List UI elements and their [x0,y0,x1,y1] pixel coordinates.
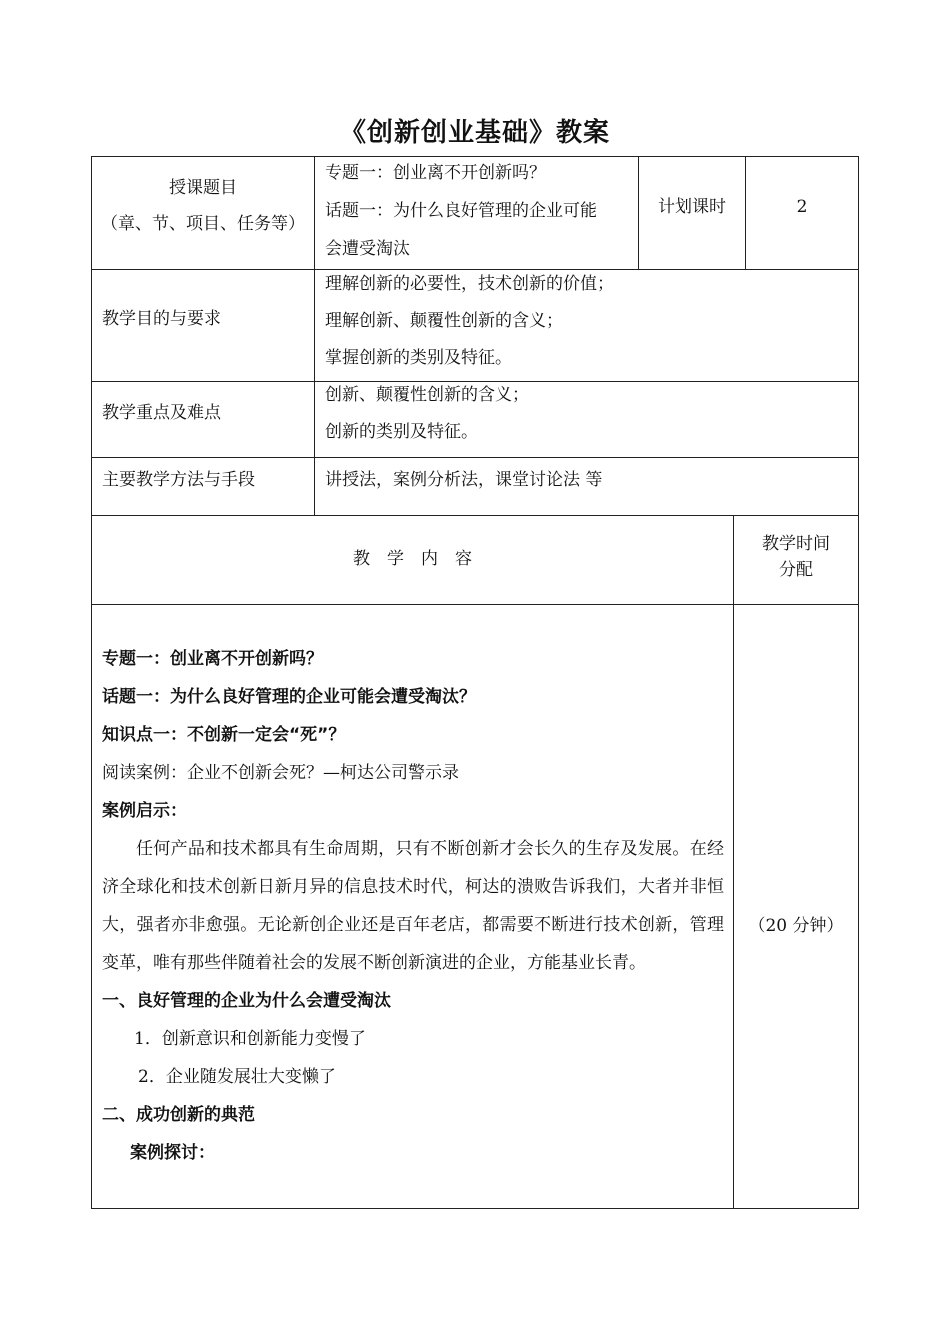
topic-line: 话题一：为什么良好管理的企业可能 [325,201,597,221]
row-divider [91,515,859,516]
time-allocation: （20 分钟） [748,916,844,936]
course-topic-label [92,170,314,242]
knowledge-heading: 知识点一：不创新一定会“死”？ [102,725,346,745]
key-point-line: 创新、颠覆性创新的含义； [325,385,529,405]
list-item: 2．企业随发展壮大变懒了 [138,1067,336,1087]
key-points-label: 教学重点及难点 [102,403,221,423]
reading-case: 阅读案例：企业不创新会死？—柯达公司警示录 [102,763,459,783]
planned-hours-value: 2 [796,197,808,217]
column-divider [314,156,315,515]
time-header-line: 分配 [779,560,813,580]
section-heading: 一、良好管理的企业为什么会遭受淘汰 [102,991,391,1011]
objective-line: 掌握创新的类别及特征。 [325,348,512,368]
topic-line: 专题一：创业离不开创新吗？ [325,163,546,183]
table-border-left [91,156,92,1209]
topic-line: 会遭受淘汰 [325,239,410,259]
objective-line: 理解创新、颠覆性创新的含义； [325,311,563,331]
objective-line: 理解创新的必要性，技术创新的价值； [325,274,614,294]
time-header [734,531,858,583]
subtopic-heading: 话题一：为什么良好管理的企业可能会遭受淘汰？ [102,687,476,707]
objectives-value [325,266,845,377]
planned-hours-label: 计划课时 [658,197,726,217]
insight-paragraph: 任何产品和技术都具有生命周期，只有不断创新才会长久的生存及发展。在经济全球化和技术创新日新月异的信息技术时代，柯达的溃败告诉我们，大者并非恒大，强者亦非愈强。无论新创企业还是百年老店，都需要不断进行技术创新，管理变革，唯有那些伴随着社会的发展不断创新演进的企业，方能基业长青。 [102,839,724,973]
key-point-line: 创新的类别及特征。 [325,422,478,442]
topic-heading: 专题一：创业离不开创新吗？ [102,649,323,669]
column-divider [733,515,734,1208]
case-discussion-label: 案例探讨： [130,1143,215,1163]
label-line: 授课题目 [169,178,237,198]
list-item: 1．创新意识和创新能力变慢了 [134,1029,366,1049]
lesson-content [102,640,724,1172]
insight-title: 案例启示： [102,801,187,821]
key-points-value [325,377,845,451]
section-heading: 二、成功创新的典范 [102,1105,255,1125]
page-title: 《创新创业基础》教案 [339,118,610,148]
label-line: （章、节、项目、任务等） [101,214,305,234]
table-border-right [858,156,859,1209]
time-header-line: 教学时间 [762,534,830,554]
objectives-label: 教学目的与要求 [102,309,221,329]
content-header: 教 学 内 容 [353,549,472,569]
row-divider [91,457,859,458]
course-topic-value [325,154,637,268]
row-divider [91,604,859,605]
table-border-bottom [91,1208,859,1209]
methods-label: 主要教学方法与手段 [102,470,255,490]
methods-value: 讲授法，案例分析法，课堂讨论法 等 [325,470,603,490]
